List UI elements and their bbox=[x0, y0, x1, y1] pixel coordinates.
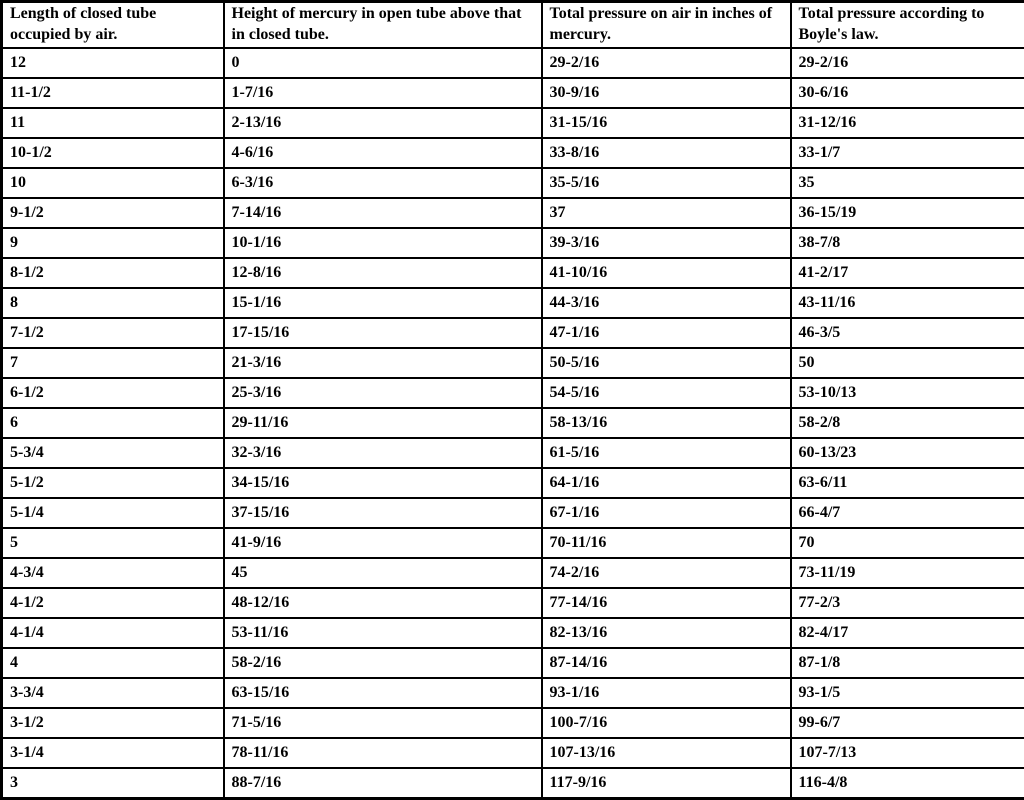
table-cell: 29-2/16 bbox=[791, 48, 1024, 78]
table-cell: 50 bbox=[791, 348, 1024, 378]
table-cell: 6-1/2 bbox=[2, 378, 224, 408]
table-row bbox=[2, 288, 1024, 318]
table-cell: 66-4/7 bbox=[791, 498, 1024, 528]
table-cell: 53-11/16 bbox=[224, 618, 542, 648]
table-cell: 47-1/16 bbox=[542, 318, 791, 348]
table-row bbox=[2, 258, 1024, 288]
table-cell: 88-7/16 bbox=[224, 768, 542, 799]
table-cell: 54-5/16 bbox=[542, 378, 791, 408]
table-cell: 7-14/16 bbox=[224, 198, 542, 228]
table-row bbox=[2, 768, 1024, 799]
table-cell: 35 bbox=[791, 168, 1024, 198]
table-cell: 87-1/8 bbox=[791, 648, 1024, 678]
table-cell: 3 bbox=[2, 768, 224, 799]
table-row bbox=[2, 168, 1024, 198]
table-cell: 12 bbox=[2, 48, 224, 78]
table-cell: 17-15/16 bbox=[224, 318, 542, 348]
table-cell: 4-6/16 bbox=[224, 138, 542, 168]
table-cell: 4-1/2 bbox=[2, 588, 224, 618]
table-cell: 29-11/16 bbox=[224, 408, 542, 438]
table-cell: 5-1/2 bbox=[2, 468, 224, 498]
table-cell: 58-13/16 bbox=[542, 408, 791, 438]
table-cell: 63-6/11 bbox=[791, 468, 1024, 498]
table-cell: 48-12/16 bbox=[224, 588, 542, 618]
table-cell: 31-12/16 bbox=[791, 108, 1024, 138]
table-cell: 6 bbox=[2, 408, 224, 438]
table-row bbox=[2, 498, 1024, 528]
table-cell: 1-7/16 bbox=[224, 78, 542, 108]
table-cell: 58-2/8 bbox=[791, 408, 1024, 438]
table-row bbox=[2, 318, 1024, 348]
table-cell: 67-1/16 bbox=[542, 498, 791, 528]
table-cell: 41-9/16 bbox=[224, 528, 542, 558]
table-cell: 10-1/16 bbox=[224, 228, 542, 258]
table-cell: 70-11/16 bbox=[542, 528, 791, 558]
table-cell: 43-11/16 bbox=[791, 288, 1024, 318]
table-cell: 30-6/16 bbox=[791, 78, 1024, 108]
table-cell: 7 bbox=[2, 348, 224, 378]
table-cell: 36-15/19 bbox=[791, 198, 1024, 228]
table-row bbox=[2, 468, 1024, 498]
table-cell: 4 bbox=[2, 648, 224, 678]
table-cell: 10 bbox=[2, 168, 224, 198]
table-cell: 15-1/16 bbox=[224, 288, 542, 318]
table-cell: 73-11/19 bbox=[791, 558, 1024, 588]
table-cell: 38-7/8 bbox=[791, 228, 1024, 258]
table-cell: 11 bbox=[2, 108, 224, 138]
table-cell: 78-11/16 bbox=[224, 738, 542, 768]
table-row bbox=[2, 228, 1024, 258]
table-row bbox=[2, 408, 1024, 438]
table-cell: 6-3/16 bbox=[224, 168, 542, 198]
table-cell: 70 bbox=[791, 528, 1024, 558]
column-header-boyle-pressure: Total pressure according to Boyle's law. bbox=[791, 2, 1024, 49]
table-cell: 71-5/16 bbox=[224, 708, 542, 738]
table-cell: 50-5/16 bbox=[542, 348, 791, 378]
table-cell: 63-15/16 bbox=[224, 678, 542, 708]
table-cell: 33-1/7 bbox=[791, 138, 1024, 168]
table-row bbox=[2, 198, 1024, 228]
table-cell: 41-2/17 bbox=[791, 258, 1024, 288]
table-cell: 60-13/23 bbox=[791, 438, 1024, 468]
column-header-total-pressure: Total pressure on air in inches of mercury. bbox=[542, 2, 791, 49]
table-row bbox=[2, 588, 1024, 618]
table-cell: 8 bbox=[2, 288, 224, 318]
table-row bbox=[2, 138, 1024, 168]
table-row bbox=[2, 378, 1024, 408]
table-row bbox=[2, 348, 1024, 378]
table-row bbox=[2, 438, 1024, 468]
table-cell: 82-4/17 bbox=[791, 618, 1024, 648]
table-cell: 61-5/16 bbox=[542, 438, 791, 468]
table-cell: 53-10/13 bbox=[791, 378, 1024, 408]
table-cell: 34-15/16 bbox=[224, 468, 542, 498]
table-cell: 35-5/16 bbox=[542, 168, 791, 198]
table-cell: 117-9/16 bbox=[542, 768, 791, 799]
table-cell: 5 bbox=[2, 528, 224, 558]
table-row bbox=[2, 648, 1024, 678]
table-cell: 46-3/5 bbox=[791, 318, 1024, 348]
table-row bbox=[2, 528, 1024, 558]
table-cell: 5-1/4 bbox=[2, 498, 224, 528]
table-cell: 82-13/16 bbox=[542, 618, 791, 648]
table-cell: 44-3/16 bbox=[542, 288, 791, 318]
table-row bbox=[2, 618, 1024, 648]
table-cell: 37-15/16 bbox=[224, 498, 542, 528]
table-cell: 4-3/4 bbox=[2, 558, 224, 588]
table-cell: 9 bbox=[2, 228, 224, 258]
table-cell: 116-4/8 bbox=[791, 768, 1024, 799]
table-row bbox=[2, 738, 1024, 768]
table-cell: 107-7/13 bbox=[791, 738, 1024, 768]
table-cell: 39-3/16 bbox=[542, 228, 791, 258]
table-cell: 77-14/16 bbox=[542, 588, 791, 618]
table-cell: 41-10/16 bbox=[542, 258, 791, 288]
table-cell: 10-1/2 bbox=[2, 138, 224, 168]
table-cell: 12-8/16 bbox=[224, 258, 542, 288]
table-row bbox=[2, 108, 1024, 138]
table-cell: 32-3/16 bbox=[224, 438, 542, 468]
table-row bbox=[2, 48, 1024, 78]
table-cell: 9-1/2 bbox=[2, 198, 224, 228]
table-cell: 3-3/4 bbox=[2, 678, 224, 708]
table-body bbox=[2, 48, 1024, 799]
table-cell: 11-1/2 bbox=[2, 78, 224, 108]
table-cell: 0 bbox=[224, 48, 542, 78]
table-cell: 45 bbox=[224, 558, 542, 588]
header-row bbox=[2, 2, 1024, 49]
table-cell: 93-1/5 bbox=[791, 678, 1024, 708]
table-cell: 64-1/16 bbox=[542, 468, 791, 498]
table-row bbox=[2, 78, 1024, 108]
table-cell: 99-6/7 bbox=[791, 708, 1024, 738]
table-cell: 30-9/16 bbox=[542, 78, 791, 108]
table-cell: 107-13/16 bbox=[542, 738, 791, 768]
table-cell: 7-1/2 bbox=[2, 318, 224, 348]
table-row bbox=[2, 678, 1024, 708]
table-cell: 3-1/2 bbox=[2, 708, 224, 738]
table-row bbox=[2, 708, 1024, 738]
table-cell: 8-1/2 bbox=[2, 258, 224, 288]
table-cell: 33-8/16 bbox=[542, 138, 791, 168]
column-header-tube-length: Length of closed tube occupied by air. bbox=[2, 2, 224, 49]
table-cell: 31-15/16 bbox=[542, 108, 791, 138]
table-cell: 93-1/16 bbox=[542, 678, 791, 708]
table-cell: 4-1/4 bbox=[2, 618, 224, 648]
table-cell: 87-14/16 bbox=[542, 648, 791, 678]
table-cell: 2-13/16 bbox=[224, 108, 542, 138]
table-cell: 21-3/16 bbox=[224, 348, 542, 378]
table-cell: 58-2/16 bbox=[224, 648, 542, 678]
column-header-mercury-height: Height of mercury in open tube above that in closed tube. bbox=[224, 2, 542, 49]
table-cell: 37 bbox=[542, 198, 791, 228]
table-cell: 100-7/16 bbox=[542, 708, 791, 738]
table-cell: 74-2/16 bbox=[542, 558, 791, 588]
table-cell: 29-2/16 bbox=[542, 48, 791, 78]
table-cell: 5-3/4 bbox=[2, 438, 224, 468]
table-cell: 77-2/3 bbox=[791, 588, 1024, 618]
table-cell: 25-3/16 bbox=[224, 378, 542, 408]
table-cell: 3-1/4 bbox=[2, 738, 224, 768]
table-row bbox=[2, 558, 1024, 588]
